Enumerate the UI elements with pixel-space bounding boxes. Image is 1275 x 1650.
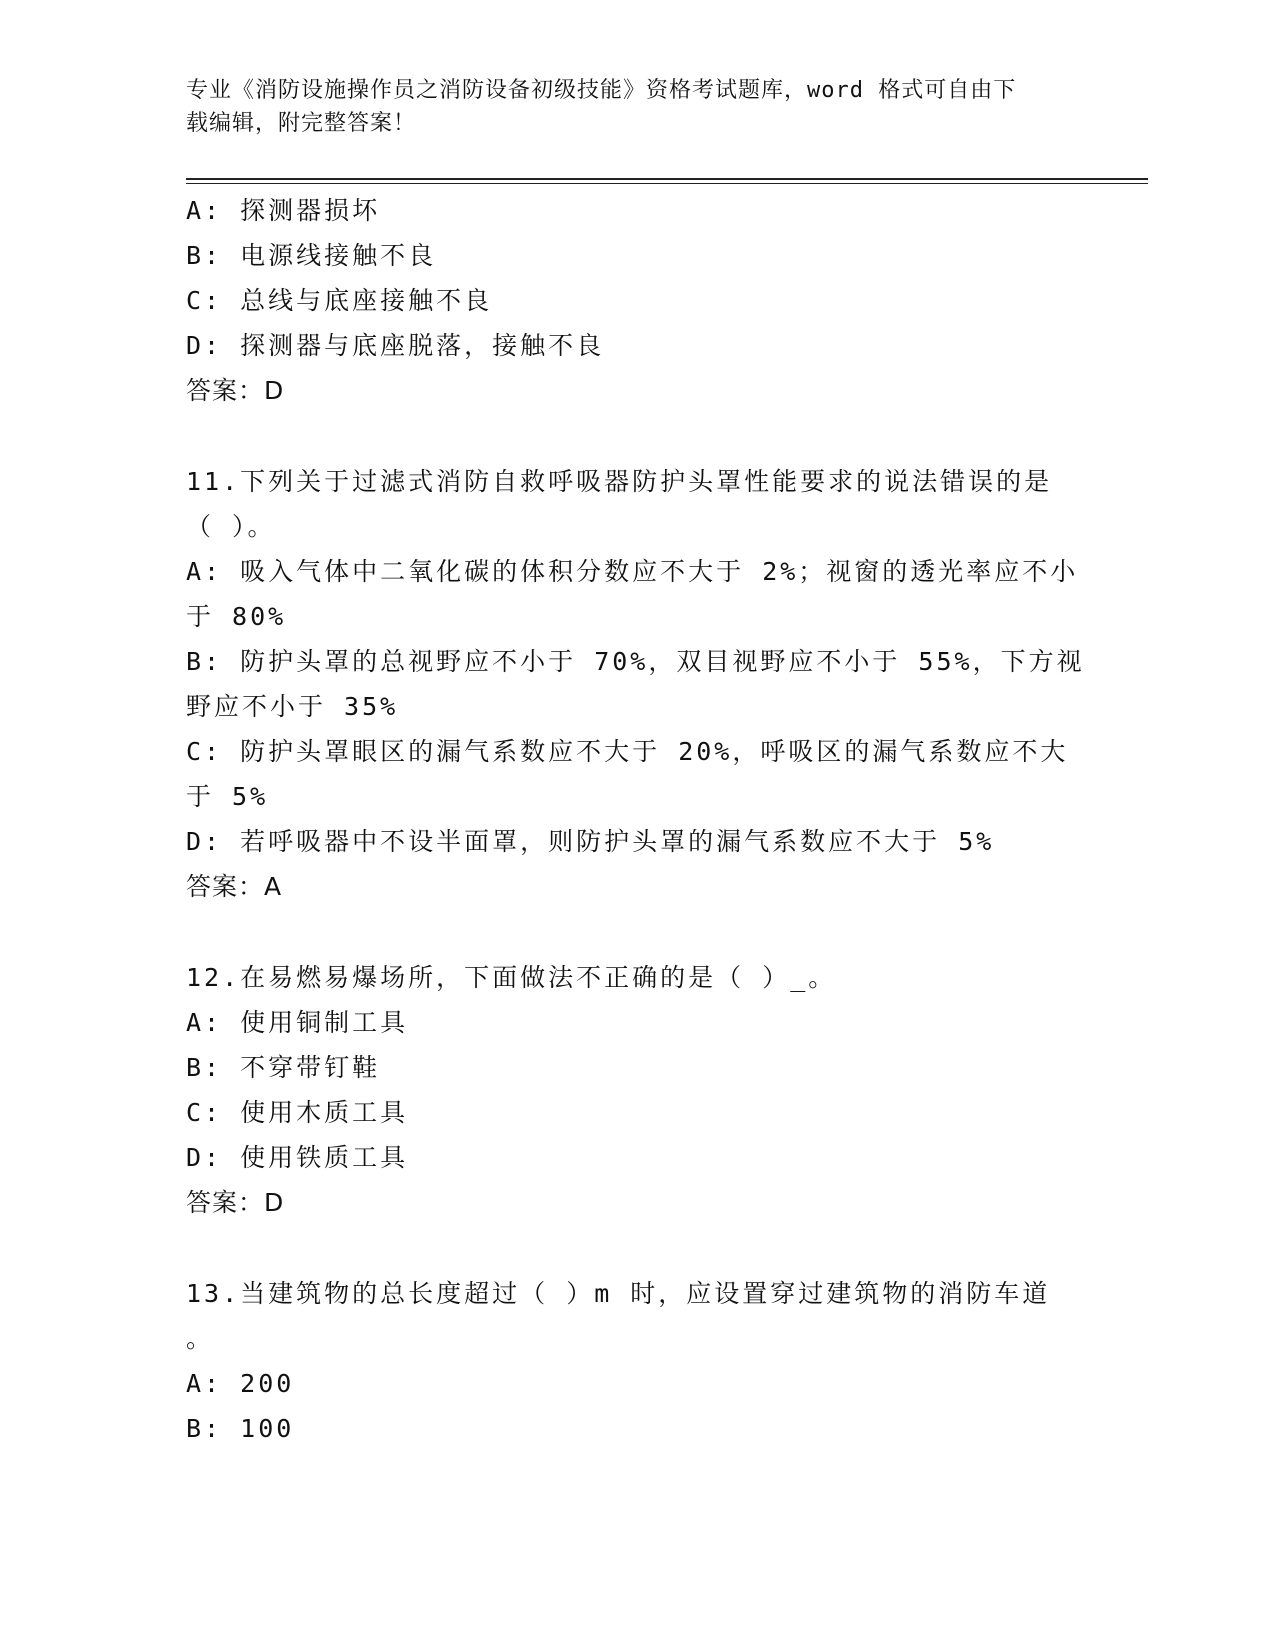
q11-option-a-line-1: A: 吸入气体中二氧化碳的体积分数应不大于 2%；视窗的透光率应不小 — [186, 557, 1079, 586]
question-spacer — [186, 909, 1086, 955]
q11-stem-line-1: 11.下列关于过滤式消防自救呼吸器防护头罩性能要求的说法错误的是 — [186, 467, 1053, 496]
q11-option-b-line-1: B: 防护头罩的总视野应不小于 70%，双目视野应不小于 55%，下方视 — [186, 647, 1085, 676]
q12-option-d: D: 使用铁质工具 — [186, 1143, 409, 1172]
question-10-block — [186, 188, 1086, 413]
q13-stem-line-2: 。 — [186, 1324, 215, 1353]
q12-answer: 答案：D — [186, 1188, 285, 1217]
q10-option-b: B: 电源线接触不良 — [186, 241, 437, 270]
q11-option-c-line-1: C: 防护头罩眼区的漏气系数应不大于 20%，呼吸区的漏气系数应不大 — [186, 737, 1069, 766]
q12-option-c: C: 使用木质工具 — [186, 1098, 409, 1127]
q10-answer: 答案：D — [186, 376, 285, 405]
header-divider-thin — [186, 183, 1148, 184]
q11-option-a-line-2: 于 80% — [186, 602, 287, 631]
document-header — [186, 74, 1066, 140]
q10-option-a: A: 探测器损坏 — [186, 196, 381, 225]
q12-option-a: A: 使用铜制工具 — [186, 1008, 409, 1037]
header-line-2: 载编辑，附完整答案！ — [186, 111, 417, 136]
question-11-block — [186, 459, 1086, 909]
q10-option-c: C: 总线与底座接触不良 — [186, 286, 493, 315]
question-list — [186, 188, 1086, 1451]
q11-answer: 答案：A — [186, 872, 283, 901]
header-line-1: 专业《消防设施操作员之消防设备初级技能》资格考试题库，word 格式可自由下 — [186, 78, 1017, 103]
header-divider-thick — [186, 178, 1148, 180]
q10-option-d: D: 探测器与底座脱落，接触不良 — [186, 331, 605, 360]
q11-stem-line-2: （ ）。 — [186, 512, 276, 541]
question-spacer — [186, 1225, 1086, 1271]
q11-option-d: D: 若呼吸器中不设半面罩，则防护头罩的漏气系数应不大于 5% — [186, 827, 995, 856]
q12-option-b: B: 不穿带钉鞋 — [186, 1053, 381, 1082]
question-13-block — [186, 1271, 1086, 1451]
question-spacer — [186, 413, 1086, 459]
q13-option-a: A: 200 — [186, 1369, 295, 1398]
q11-option-c-line-2: 于 5% — [186, 782, 269, 811]
q11-option-b-line-2: 野应不小于 35% — [186, 692, 399, 721]
q13-stem-line-1: 13.当建筑物的总长度超过（ ）m 时，应设置穿过建筑物的消防车道 — [186, 1279, 1051, 1308]
question-12-block — [186, 955, 1086, 1225]
q12-stem: 12.在易燃易爆场所，下面做法不正确的是（ ）_。 — [186, 963, 837, 992]
q13-option-b: B: 100 — [186, 1414, 295, 1443]
